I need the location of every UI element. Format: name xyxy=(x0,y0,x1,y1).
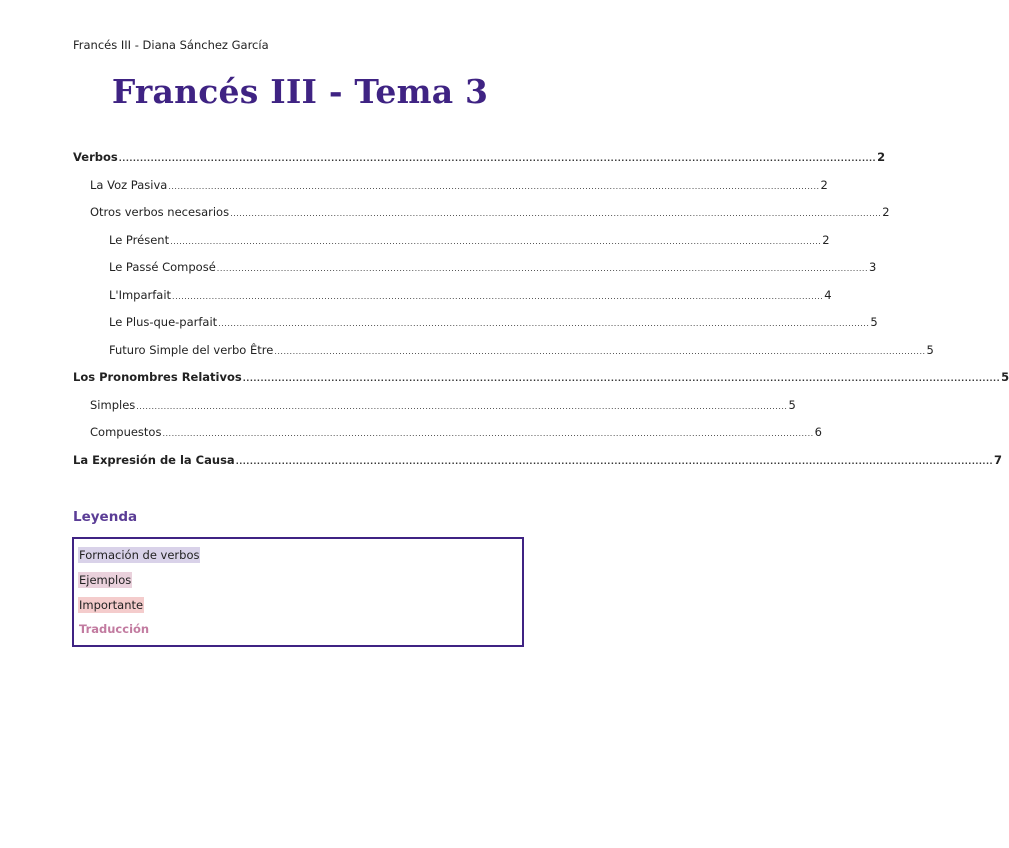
toc-leader-dots: ...................................................................................................................................................................................................................... xyxy=(242,374,1001,383)
toc-entry-simples[interactable] xyxy=(73,397,796,426)
toc-entry-label: Le Présent xyxy=(109,232,170,247)
legend-item-formacion xyxy=(78,543,522,568)
toc-entry-page: 5 xyxy=(788,397,796,412)
toc-entry-label: Simples xyxy=(90,397,136,412)
toc-leader-dots: ...................................................................................................................................................................................................................... xyxy=(168,181,820,191)
toc-entry-otros-verbos[interactable] xyxy=(73,205,890,233)
toc-leader-dots: ...................................................................................................................................................................................................................... xyxy=(230,209,882,218)
legend-item-label: Formación de verbos xyxy=(79,548,200,563)
toc-leader-dots: ...................................................................................................................................................................................................................... xyxy=(170,236,822,246)
toc-entry-passe-compose[interactable] xyxy=(73,260,877,288)
legend-item-label: Ejemplos xyxy=(79,573,132,588)
toc-entry-page: 2 xyxy=(820,177,828,192)
toc-entry-label: La Voz Pasiva xyxy=(90,177,168,192)
toc-entry-label: Le Passé Composé xyxy=(109,260,216,274)
legend-item-ejemplos xyxy=(78,568,522,593)
toc-leader-dots: ...................................................................................................................................................................................................................... xyxy=(218,319,870,328)
toc-entry-label: Compuestos xyxy=(90,425,162,439)
toc-leader-dots: ...................................................................................................................................................................................................................... xyxy=(118,154,877,163)
toc-leader-dots: ...................................................................................................................................................................................................................... xyxy=(136,401,788,411)
toc-entry-imparfait[interactable] xyxy=(73,287,832,316)
toc-entry-pronombres-relativos[interactable] xyxy=(73,370,1009,398)
toc-entry-page: 2 xyxy=(822,232,830,247)
toc-entry-page: 7 xyxy=(994,452,1003,467)
toc-entry-label: La Expresión de la Causa xyxy=(73,452,235,467)
toc-entry-page: 3 xyxy=(869,260,877,274)
toc-entry-futuro-simple[interactable] xyxy=(73,342,934,371)
toc-entry-label: Le Plus-que-parfait xyxy=(109,315,218,329)
toc-entry-plus-que-parfait[interactable] xyxy=(73,315,878,343)
page-header: Francés III - Diana Sánchez García xyxy=(73,38,269,52)
legend-item-label: Importante xyxy=(79,597,144,612)
toc-entry-page: 2 xyxy=(882,205,890,219)
toc-entry-le-present[interactable] xyxy=(73,232,830,261)
table-of-contents xyxy=(73,150,1009,480)
toc-entry-label: Verbos xyxy=(73,150,118,164)
toc-entry-page: 6 xyxy=(814,425,822,439)
toc-entry-page: 5 xyxy=(1001,370,1009,384)
toc-leader-dots: ...................................................................................................................................................................................................................... xyxy=(162,429,814,438)
legend-box xyxy=(72,537,524,647)
toc-entry-label: Otros verbos necesarios xyxy=(90,205,230,219)
toc-entry-page: 2 xyxy=(877,150,886,164)
toc-entry-label: Los Pronombres Relativos xyxy=(73,370,242,384)
legend-item-traduccion xyxy=(78,617,522,642)
toc-leader-dots: ...................................................................................................................................................................................................................... xyxy=(235,456,994,466)
legend-item-label: Traducción xyxy=(79,622,150,637)
legend-heading: Leyenda xyxy=(73,509,138,525)
toc-entry-label: Futuro Simple del verbo Être xyxy=(109,342,274,357)
toc-leader-dots: ...................................................................................................................................................................................................................... xyxy=(216,264,868,273)
toc-entry-page: 5 xyxy=(870,315,878,329)
toc-entry-page: 4 xyxy=(824,287,832,302)
toc-leader-dots: ...................................................................................................................................................................................................................... xyxy=(172,291,824,301)
toc-entry-compuestos[interactable] xyxy=(73,425,822,453)
toc-entry-page: 5 xyxy=(926,342,934,357)
toc-entry-voz-pasiva[interactable] xyxy=(73,177,828,206)
legend-item-importante xyxy=(78,592,522,617)
toc-leader-dots: ...................................................................................................................................................................................................................... xyxy=(274,346,926,356)
toc-entry-label: L'Imparfait xyxy=(109,287,172,302)
document-title: Francés III - Tema 3 xyxy=(111,72,489,111)
toc-entry-expresion-causa[interactable] xyxy=(73,452,1003,481)
toc-entry-verbos[interactable] xyxy=(73,150,886,178)
